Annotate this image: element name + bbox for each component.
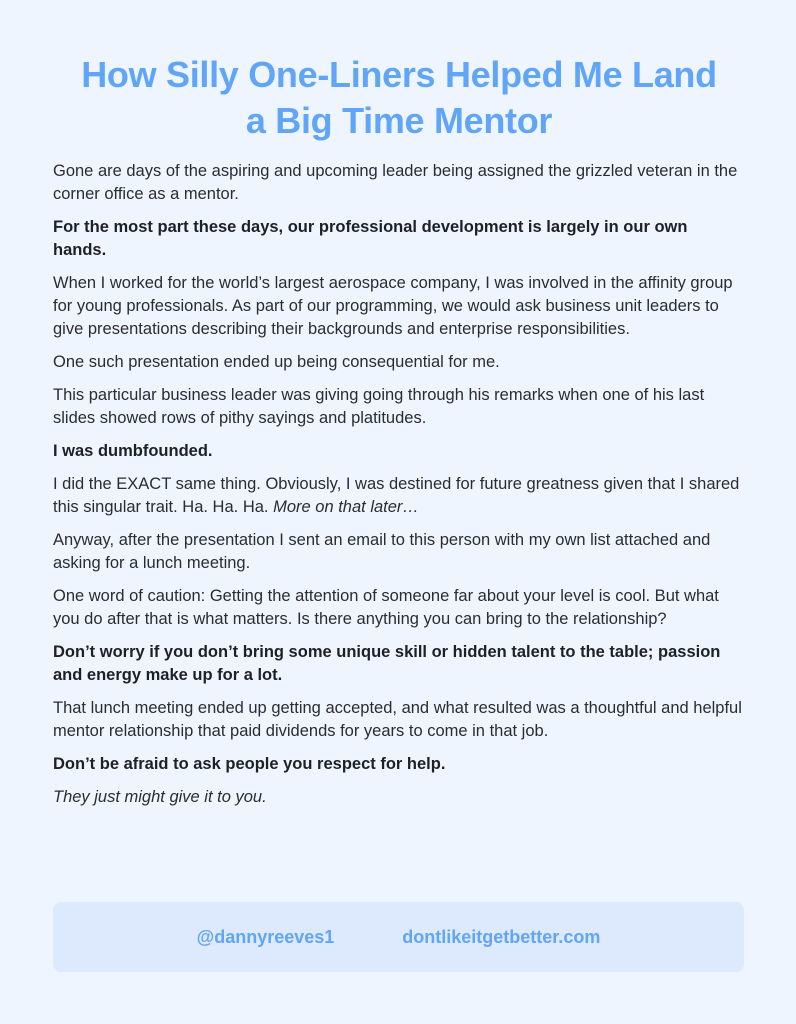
article — [53, 52, 745, 819]
paragraph-business-leader: This particular business leader was giving going through his remarks when one of his last slides showed rows of pithy sayings and platitudes. — [53, 386, 705, 427]
paragraph-aerospace: When I worked for the world’s largest aerospace company, I was involved in the affinity group for young professionals. As part of our programming, we would ask business unit leaders to give presentations describing their backgrounds and enterprise responsibilities. — [53, 274, 733, 338]
paragraph-lunch-meeting: That lunch meeting ended up getting accepted, and what resulted was a thoughtful and helpful mentor relationship that paid dividends for years to come in that job. — [53, 699, 742, 740]
website-link[interactable]: dontlikeitgetbetter.com — [402, 926, 601, 947]
footer-banner — [53, 902, 744, 972]
paragraph-presentation: One such presentation ended up being consequential for me. — [53, 353, 500, 371]
title-line-2: a Big Time Mentor — [245, 100, 553, 141]
paragraph-bold-dumbfounded: I was dumbfounded. — [53, 442, 213, 460]
paragraph-bold-passion: Don’t worry if you don’t bring some unique skill or hidden talent to the table; passion and energy make up for a lot. — [53, 643, 721, 684]
paragraph-caution: One word of caution: Getting the attention of someone far about your level is cool. But what you do after that is what matters. Is there anything you can bring to the relationship? — [53, 587, 719, 628]
article-body — [53, 160, 745, 809]
paragraph-intro: Gone are days of the aspiring and upcoming leader being assigned the grizzled veteran in the corner office as a mentor. — [53, 162, 738, 203]
page-title — [53, 52, 745, 144]
paragraph-exact-same — [53, 473, 745, 519]
title-line-1: How Silly One-Liners Helped Me Land — [81, 54, 717, 95]
paragraph-email: Anyway, after the presentation I sent an email to this person with my own list attached and asking for a lunch meeting. — [53, 531, 711, 572]
paragraph-italic-closing: They just might give it to you. — [53, 788, 267, 806]
paragraph-bold-ask-help: Don’t be afraid to ask people you respect for help. — [53, 755, 446, 773]
paragraph-exact-same-text: I did the EXACT same thing. Obviously, I was destined for future greatness given that I shared this singular trait. Ha. Ha. Ha. — [53, 475, 740, 516]
paragraph-bold-development: For the most part these days, our professional development is largely in our own hands. — [53, 218, 688, 259]
paragraph-exact-same-italic: More on that later… — [273, 498, 419, 516]
twitter-handle-link[interactable]: @dannyreeves1 — [196, 926, 335, 947]
